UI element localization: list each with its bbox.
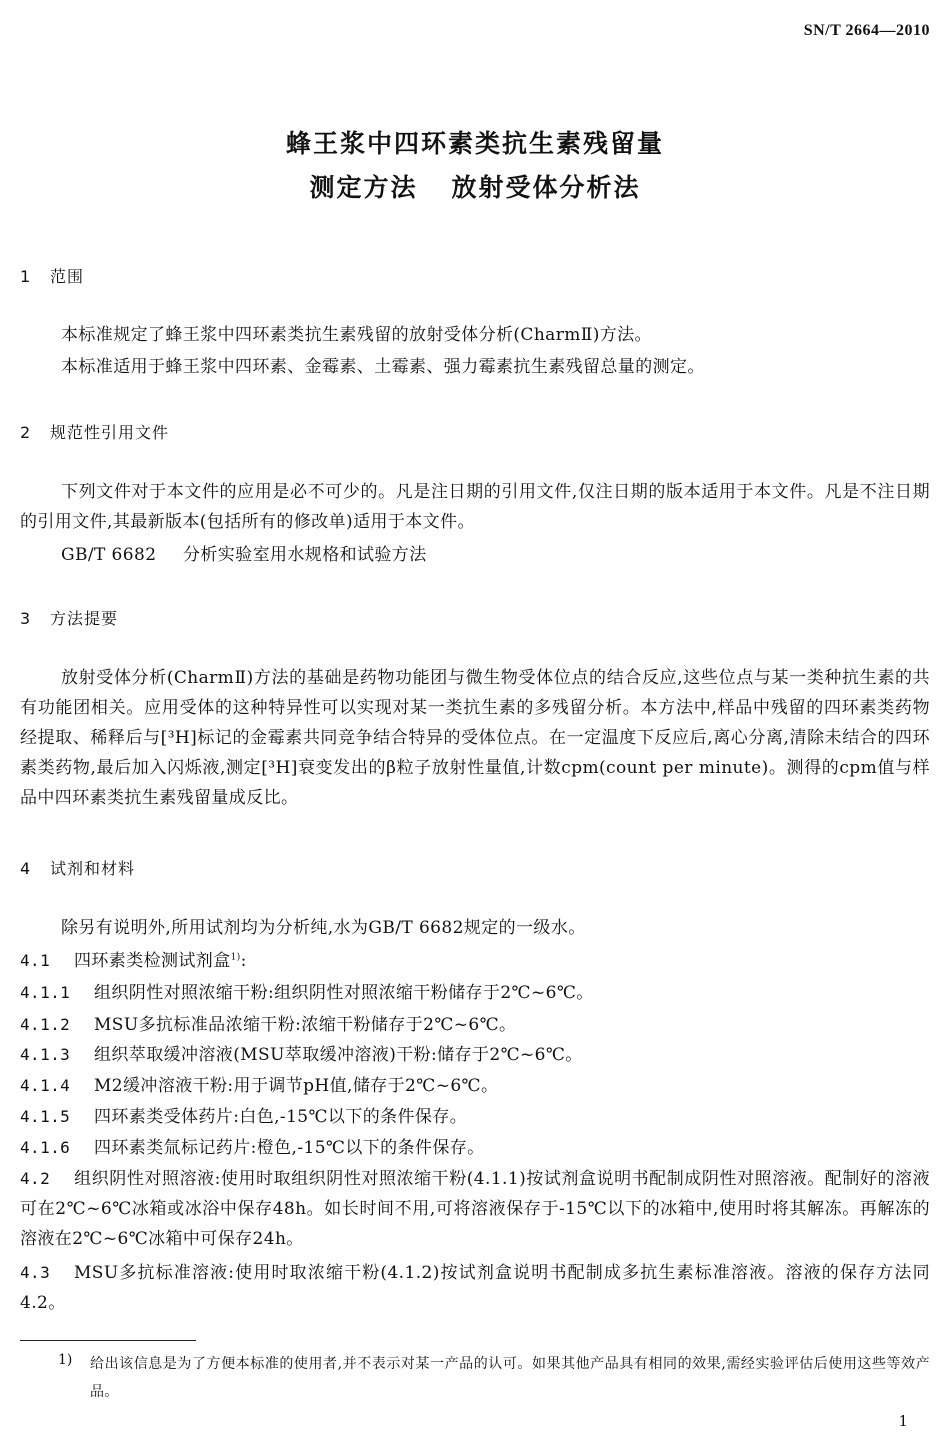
item-4-1 [20, 946, 930, 976]
item-text: M2缓冲溶液干粉:用于调节pH值,储存于2℃~6℃。 [94, 1076, 499, 1096]
footnote-divider [20, 1340, 196, 1341]
section-2-paragraph-1: 下列文件对于本文件的应用是必不可少的。凡是注日期的引用文件,仅注日期的版本适用于本文件。凡是不注日期的引用文件,其最新版本(包括所有的修改单)适用于本文件。 [20, 482, 930, 532]
section-1-paragraph-2: 本标准适用于蜂王浆中四环素、金霉素、土霉素、强力霉素抗生素残留总量的测定。 [61, 357, 705, 377]
section-title: 方法提要 [50, 609, 119, 628]
section-3-heading [20, 606, 118, 629]
section-number: 2 [20, 423, 32, 442]
item-4-1-3 [20, 1040, 930, 1070]
item-text: 四环素类氚标记药片:橙色,-15℃以下的条件保存。 [94, 1138, 485, 1158]
item-tail: : [240, 951, 247, 971]
item-4-1-6 [20, 1133, 930, 1163]
section-1-heading [20, 264, 84, 287]
item-text: 四环素类检测试剂盒 [74, 951, 231, 971]
section-number: 3 [20, 609, 32, 628]
section-number: 1 [20, 267, 32, 286]
item-4-1-4 [20, 1071, 930, 1101]
item-4-1-5 [20, 1102, 930, 1132]
item-text: MSU多抗标准品浓缩干粉:浓缩干粉储存于2℃~6℃。 [94, 1015, 517, 1035]
section-title: 规范性引用文件 [50, 423, 170, 442]
item-text: 组织阴性对照溶液:使用时取组织阴性对照浓缩干粉(4.1.1)按试剂盒说明书配制成阴性对照溶液。配制好的溶液可在2℃~6℃冰箱或冰浴中保存48h。如长时间不用,可将溶液保存于-15℃以下的冰箱中,使用时将其解冻。再解冻的溶液在2℃~6℃冰箱中可保存24h。 [20, 1169, 930, 1249]
item-4-1-1 [20, 978, 930, 1008]
title-part-a: 测定方法 [309, 173, 418, 202]
item-number: 4.3 [20, 1263, 51, 1282]
section-number: 4 [20, 859, 32, 878]
item-number: 4.1.3 [20, 1045, 71, 1064]
title-part-b: 放射受体分析法 [451, 173, 641, 202]
normative-reference [61, 540, 921, 570]
item-4-1-2 [20, 1010, 930, 1040]
item-text: 组织阴性对照浓缩干粉:组织阴性对照浓缩干粉储存于2℃~6℃。 [94, 983, 594, 1003]
document-title-line1: 蜂王浆中四环素类抗生素残留量 [285, 129, 664, 158]
section-1-paragraph-1: 本标准规定了蜂王浆中四环素类抗生素残留的放射受体分析(CharmⅡ)方法。 [61, 325, 652, 345]
page-number: 1 [898, 1412, 908, 1430]
item-number: 4.1 [20, 951, 51, 970]
item-number: 4.1.6 [20, 1138, 71, 1157]
section-title: 范围 [50, 267, 85, 286]
section-4-heading [20, 856, 135, 879]
document-title-line2 [0, 168, 950, 204]
reference-title: 分析实验室用水规格和试验方法 [183, 545, 427, 565]
section-2-heading [20, 420, 169, 443]
section-title: 试剂和材料 [50, 859, 136, 878]
section-4-intro: 除另有说明外,所用试剂均为分析纯,水为GB/T 6682规定的一级水。 [61, 918, 586, 938]
section-3-paragraph-1: 放射受体分析(CharmⅡ)方法的基础是药物功能团与微生物受体位点的结合反应,这些位点与某一类种抗生素的共有功能团相关。应用受体的这种特异性可以实现对某一类抗生素的多残留分析。本方法中,样品中残留的四环素类药物经提取、稀释后与[³H]标记的金霉素共同竞争结合特异的受体位点。在一定温度下反应后,离心分离,清除未结合的四环素类药物,最后加入闪烁液,测定[³H]衰变发出的β粒子放射性量值,计数cpm(count per minute)。测得的cpm值与样品中四环素类抗生素残留量成反比。 [20, 668, 930, 808]
footnote-text: 给出该信息是为了方便本标准的使用者,并不表示对某一产品的认可。如果其他产品具有相同的效果,需经实验评估后使用这些等效产品。 [90, 1356, 930, 1400]
item-number: 4.1.4 [20, 1076, 71, 1095]
item-text: MSU多抗标准溶液:使用时取浓缩干粉(4.1.2)按试剂盒说明书配制成多抗生素标准溶液。溶液的保存方法同4.2。 [20, 1263, 930, 1313]
item-4-2 [20, 1164, 930, 1254]
footnote-mark: 1) [58, 1352, 73, 1368]
item-number: 4.1.2 [20, 1015, 71, 1034]
item-4-3 [20, 1258, 930, 1318]
item-text: 四环素类受体药片:白色,-15℃以下的条件保存。 [94, 1107, 468, 1127]
reference-code: GB/T 6682 [61, 545, 157, 565]
standard-code: SN/T 2664—2010 [803, 22, 930, 39]
item-number: 4.2 [20, 1169, 51, 1188]
item-number: 4.1.5 [20, 1107, 71, 1126]
item-number: 4.1.1 [20, 983, 71, 1002]
item-text: 组织萃取缓冲溶液(MSU萃取缓冲溶液)干粉:储存于2℃~6℃。 [94, 1045, 583, 1065]
footnote-ref: 1) [230, 952, 241, 963]
